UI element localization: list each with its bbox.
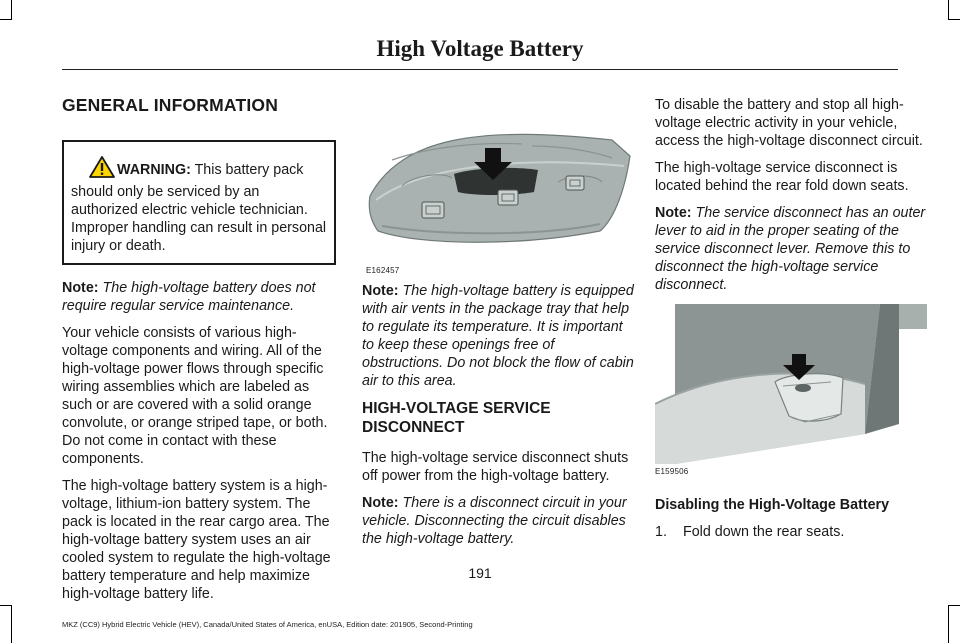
crop-mark — [0, 605, 12, 606]
list-item — [655, 523, 930, 541]
note-label: Note: — [62, 280, 99, 296]
note-text: The high-voltage battery is equipped with air vents in the package tray that help to regulate its temperature. It is important to keep these openings free of obstructions. Do not block the flow of cabin air to this area. — [362, 283, 634, 389]
note-paragraph — [362, 494, 634, 548]
note-text: There is a disconnect circuit in your vehicle. Disconnecting the circuit disables the high-voltage battery. — [362, 495, 627, 547]
warning-triangle-icon — [89, 156, 115, 183]
column-3 — [655, 96, 930, 541]
body-paragraph: The high-voltage battery system is a high-voltage, lithium-ion battery system. The pack is located in the rear cargo area. The high-voltage battery system uses an air cooled system to regulate the high-voltage battery temperature and help maximize high-voltage battery life. — [62, 478, 331, 602]
crop-mark — [11, 605, 12, 643]
crop-mark — [948, 605, 949, 643]
column-1 — [62, 96, 336, 612]
crop-mark — [948, 19, 960, 20]
note-paragraph — [655, 204, 930, 294]
note-text: The service disconnect has an outer lever to aid in the proper seating of the service disconnect lever. Remove this to disconnect the high-voltage service disconnect. — [655, 205, 926, 293]
warning-label: WARNING: — [117, 162, 191, 178]
note-label: Note: — [362, 283, 399, 299]
note-text: The high-voltage battery does not require regular service maintenance. — [62, 280, 316, 314]
service-disconnect-figure — [655, 304, 927, 484]
figure-code: E159506 — [655, 467, 689, 476]
crop-mark — [0, 19, 12, 20]
header-divider — [62, 69, 898, 70]
warning-box — [62, 140, 336, 265]
list-text: Fold down the rear seats. — [683, 524, 845, 540]
subheading-disabling-battery: Disabling the High-Voltage Battery — [655, 497, 890, 513]
crop-mark — [948, 605, 960, 606]
body-paragraph: To disable the battery and stop all high-voltage electric activity in your vehicle, access the high-voltage disconnect circuit. — [655, 97, 923, 149]
warning-text: This battery pack should only be serviced by an authorized electric vehicle technician. Improper handling can result in personal injury or death. — [71, 162, 327, 254]
page-number: 191 — [468, 565, 492, 581]
note-label: Note: — [362, 495, 399, 511]
list-number: 1. — [655, 524, 667, 540]
package-tray-illustration — [362, 96, 634, 272]
page-title: High Voltage Battery — [376, 36, 584, 61]
package-tray-figure — [362, 96, 634, 275]
service-disconnect-illustration — [655, 304, 927, 474]
figure-code: E162457 — [366, 266, 400, 275]
note-paragraph — [362, 282, 634, 390]
body-paragraph: The high-voltage service disconnect shuts off power from the high-voltage battery. — [362, 450, 629, 484]
column-2 — [362, 96, 634, 557]
crop-mark — [948, 0, 949, 20]
note-paragraph — [62, 279, 336, 315]
note-label: Note: — [655, 205, 692, 221]
body-paragraph: Your vehicle consists of various high-voltage components and wiring. All of the high-voltage power flows through specific wiring assemblies which are labeled as such or are covered with a solid orange convolute, or orange striped tape, or both. Do not come in contact with these components. — [62, 325, 328, 467]
section-heading-general-information: GENERAL INFORMATION — [62, 95, 279, 115]
footer-edition-text: MKZ (CC9) Hybrid Electric Vehicle (HEV), Canada/United States of America, enUSA, Edition date: 201905, Second-Printing — [62, 620, 473, 629]
body-paragraph: The high-voltage service disconnect is located behind the rear fold down seats. — [655, 160, 909, 194]
section-heading-service-disconnect: HIGH-VOLTAGE SERVICE DISCONNECT — [362, 400, 551, 436]
crop-mark — [11, 0, 12, 20]
